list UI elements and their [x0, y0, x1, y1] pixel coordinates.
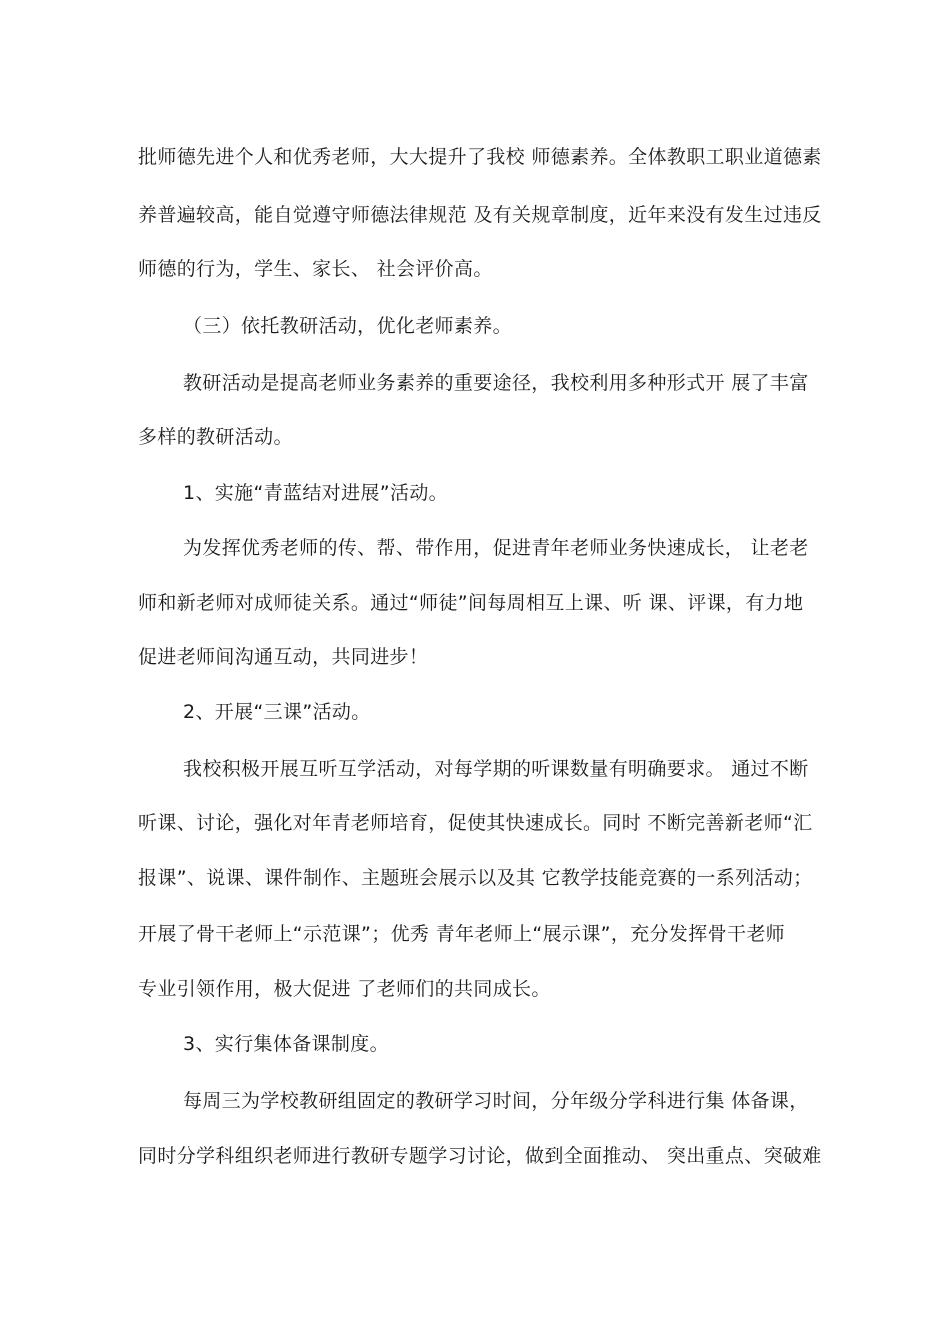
- paragraph-line: 促进老师间沟通互动，共同进步！: [138, 646, 429, 668]
- paragraph-line: 听课、讨论，强化对年青老师培育，促使其快速成长。同时 不断完善新老师“汇: [138, 812, 813, 834]
- paragraph-line: 为发挥优秀老师的传、帮、带作用，促进青年老师业务快速成长， 让老老: [183, 537, 809, 559]
- paragraph-line: 师和新老师对成师徒关系。通过“师徒”间每周相互上课、听 课、评课，有力地: [138, 592, 804, 614]
- paragraph-line: 我校积极开展互听互学活动，对每学期的听课数量有明确要求。 通过不断: [183, 758, 809, 780]
- paragraph-line: 养普遍较高，能自觉遵守师德法律规范 及有关规章制度，近年来没有发生过违反: [138, 204, 822, 226]
- paragraph-line: 批师德先进个人和优秀老师，大大提升了我校 师德素养。全体教职工职业道德素: [138, 146, 822, 168]
- paragraph-line: 师德的行为，学生、家长、 社会评价高。: [138, 258, 493, 280]
- paragraph-line: 多样的教研活动。: [138, 426, 293, 448]
- paragraph-line: 每周三为学校教研组固定的教研学习时间，分年级分学科进行集 体备课，: [183, 1090, 809, 1112]
- paragraph-line: 开展了骨干老师上“示范课”；优秀 青年老师上“展示课”，充分发挥骨干老师: [138, 923, 786, 945]
- paragraph-line: 报课”、说课、课件制作、主题班会展示以及其 它教学技能竞赛的一系列活动；: [138, 867, 813, 889]
- paragraph-line: 教研活动是提高老师业务素养的重要途径，我校利用多种形式开 展了丰富: [183, 372, 809, 394]
- section-heading: （三）依托教研活动，优化老师素养。: [183, 315, 512, 337]
- subheading: 1、实施“青蓝结对进展”活动。: [183, 482, 449, 504]
- paragraph-line: 专业引领作用，极大促进 了老师们的共同成长。: [138, 978, 551, 1000]
- paragraph-line: 同时分学科组织老师进行教研专题学习讨论，做到全面推动、 突出重点、突破难: [138, 1145, 822, 1167]
- subheading: 3、实行集体备课制度。: [183, 1033, 389, 1055]
- subheading: 2、开展“三课”活动。: [183, 701, 371, 723]
